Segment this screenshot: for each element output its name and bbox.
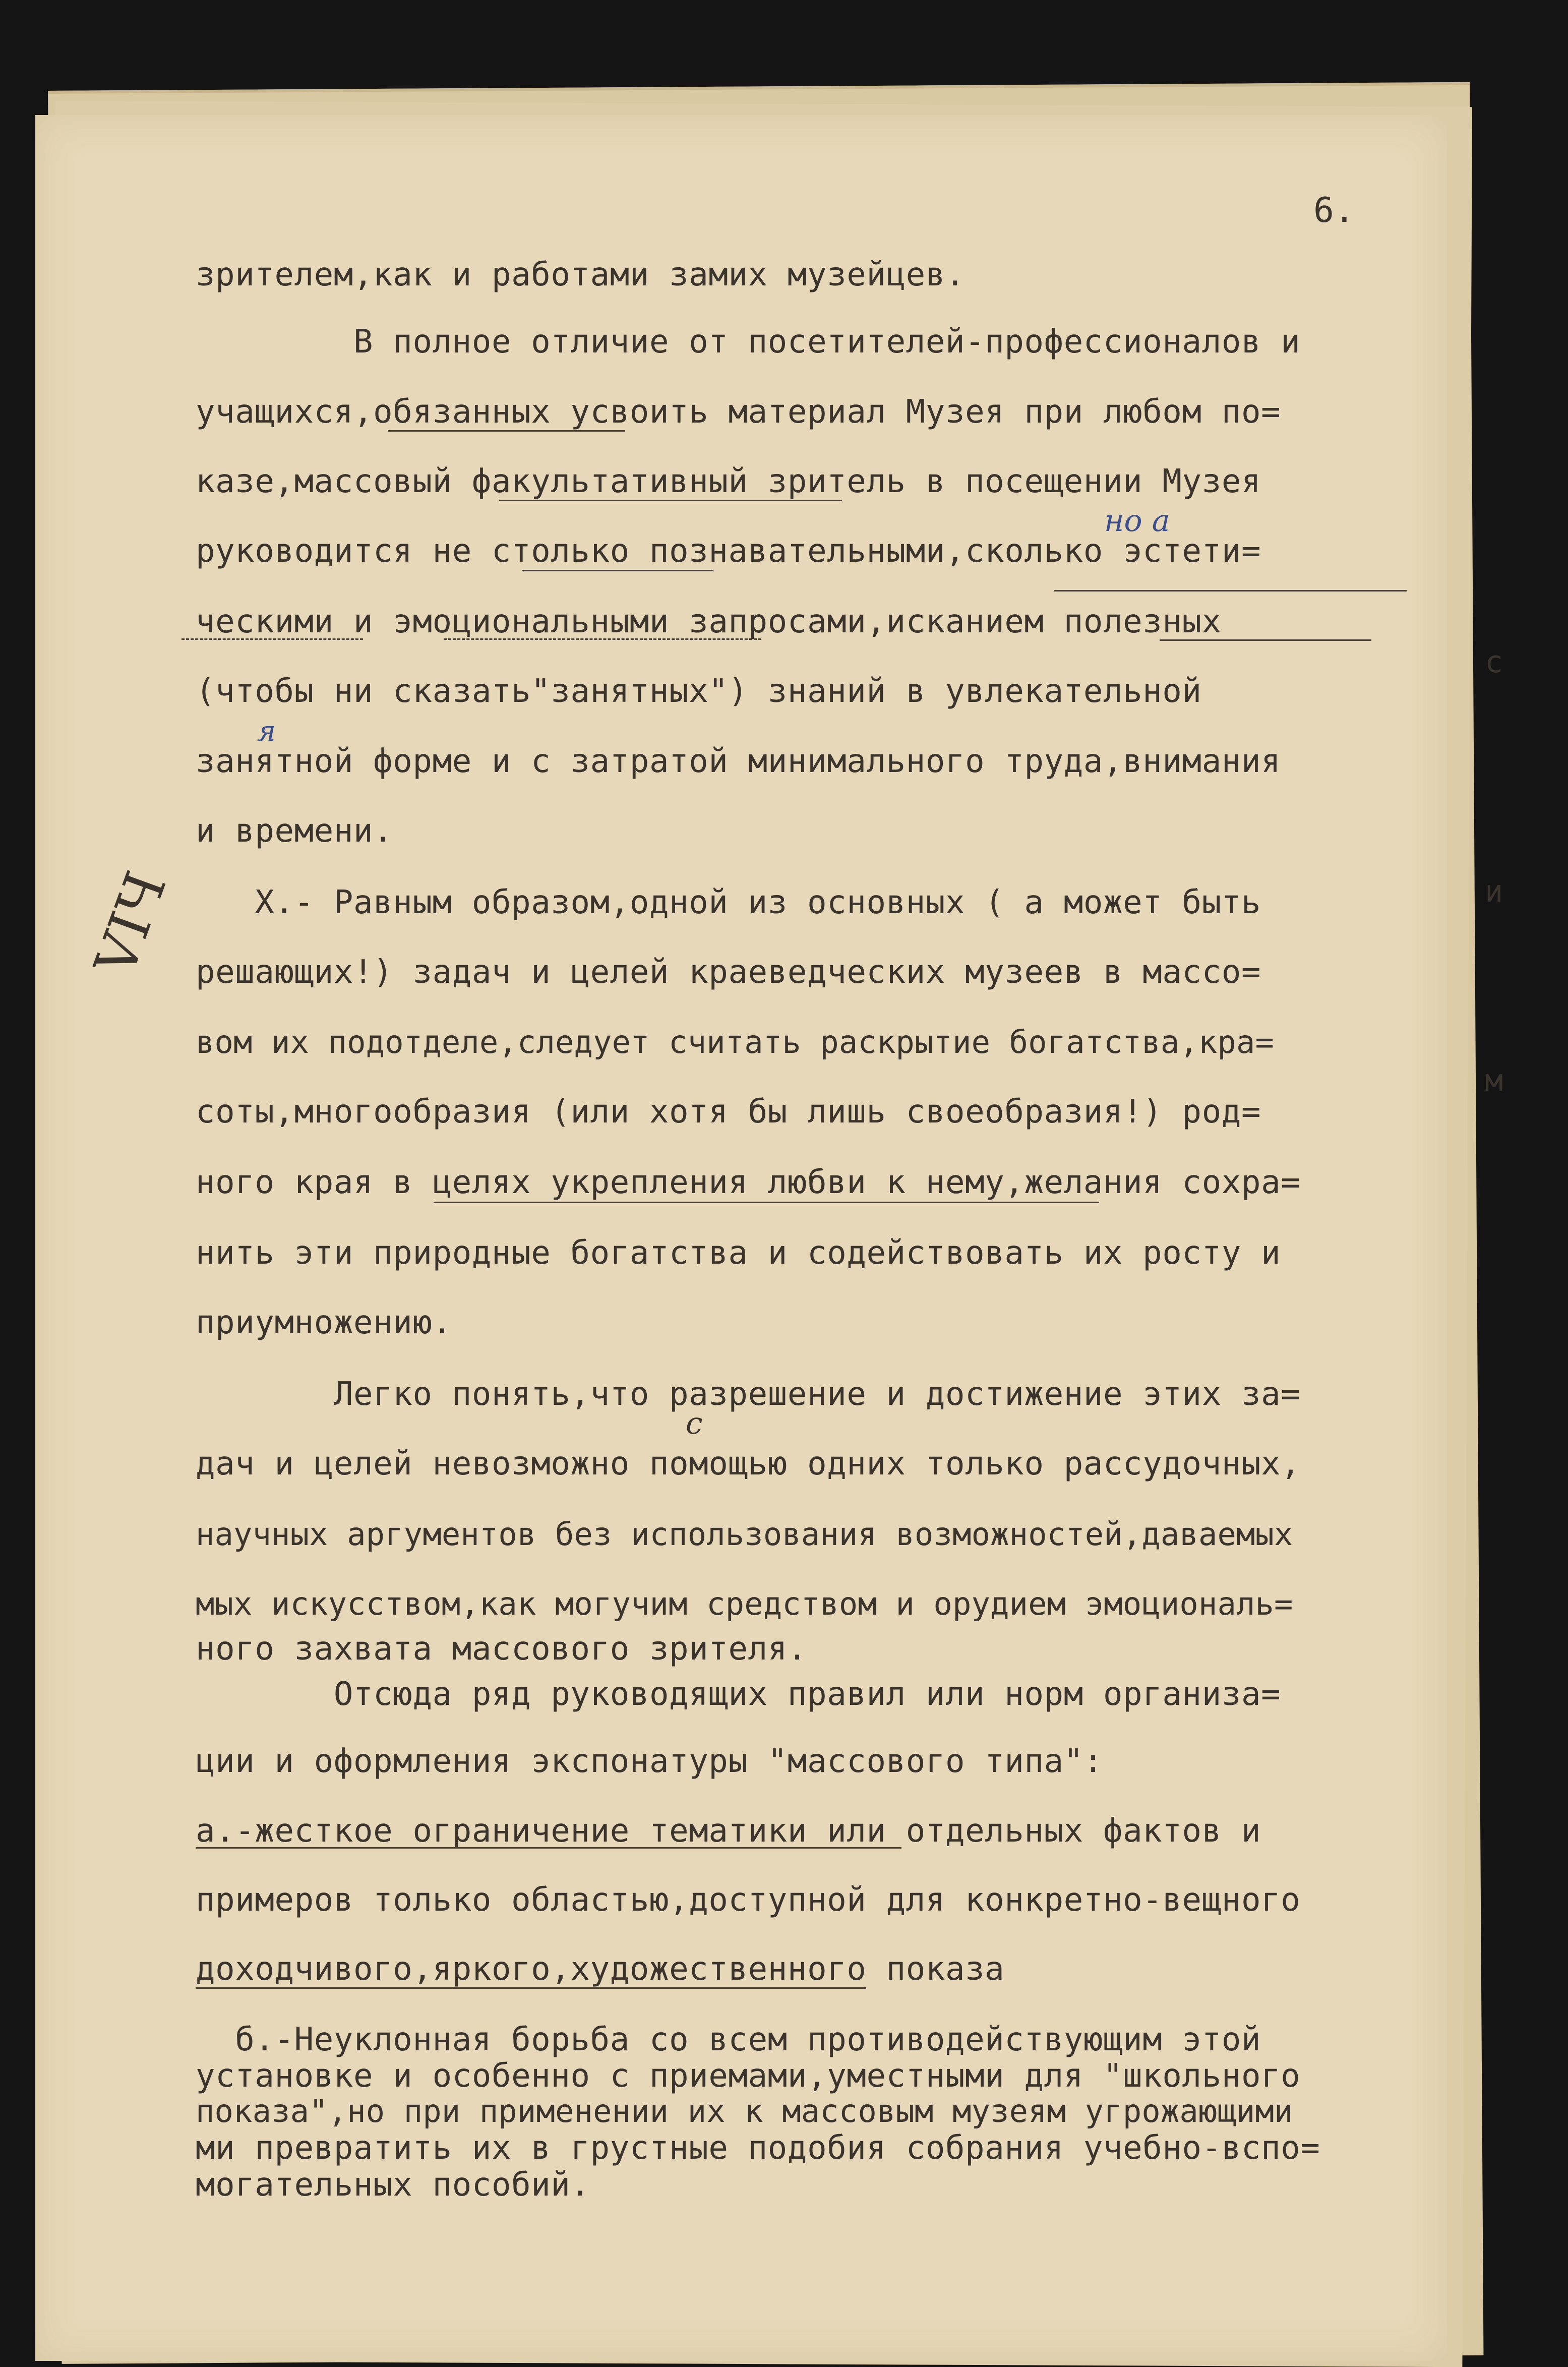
text-line-2: В полное отличие от посетителей-профессионалов и (196, 323, 1301, 361)
text-line-19: научных аргументов без использования возможностей,даваемых (196, 1516, 1293, 1553)
margin-mark: VIЧ (82, 863, 179, 984)
edge-letter-2: и (1485, 874, 1503, 909)
text-line-7: (чтобы ни сказать"занятных") знаний в увлекательной (196, 673, 1202, 710)
text-line-10: Х.- Равным образом,одной из основных ( а может быть (196, 884, 1261, 921)
underline-zhestkoe (196, 1847, 901, 1849)
text-line-16: приумножению. (196, 1304, 452, 1341)
text-line-31: могательных пособий. (196, 2166, 590, 2204)
text-line-20: мых искусством,как могучим средством и орудием эмоциональ= (196, 1585, 1293, 1622)
edge-letter-1: с (1485, 644, 1503, 680)
text-line-18: дач и целей невозможно помощью одних только рассудочных, (196, 1445, 1301, 1483)
annotation-ya: я (257, 715, 276, 748)
text-line-11: решающих!) задач и целей краеведческих музеев в массо= (196, 954, 1261, 991)
text-line-1: зрителем,как и работами замих музейцев. (196, 256, 966, 293)
text-line-28: установке и особенно с приемами,уместными для "школьного (196, 2057, 1301, 2095)
text-line-8: занятной форме и с затратой минимального труда,внимания (196, 743, 1281, 780)
text-line-13: соты,многообразия (или хотя бы лишь своеобразия!) род= (196, 1093, 1261, 1131)
text-line-29: показа",но при применении их к массовым музеям угрожающими (196, 2093, 1293, 2129)
text-line-27: б.-Неуклонная борьба со всем противодействующим этой (196, 2021, 1261, 2058)
text-line-21: ного захвата массового зрителя. (196, 1630, 808, 1668)
text-line-15: нить эти природные богатства и содействовать их росту и (196, 1234, 1281, 1272)
underline-cheskimi (182, 638, 363, 640)
text-line-22: Отсюда ряд руководящих правил или норм организа= (196, 1676, 1281, 1713)
underline-esteti (1054, 590, 1407, 591)
text-line-3: учащихся,обязанных усвоить материал Музея при любом по= (196, 393, 1281, 431)
text-line-4: казе,массовый факультативный зритель в посещении Музея (196, 463, 1261, 500)
text-line-12: вом их подотделе,следует считать раскрытие богатства,кра= (196, 1024, 1275, 1060)
text-line-17: Легко понять,что разрешение и достижение этих за= (196, 1376, 1301, 1413)
page-number: 6. (1313, 191, 1355, 230)
underline-obyazannyh (388, 430, 625, 432)
text-line-6: ческими и эмоциональными запросами,исканием полезных (196, 603, 1222, 640)
edge-letter-3: м (1485, 1063, 1503, 1098)
underline-stolko (522, 570, 713, 571)
annotation-no-a: но а (1104, 503, 1170, 539)
text-line-24: а.-жесткое ограничение тематики или отдельных фактов и (196, 1812, 1261, 1850)
text-line-25: примеров только областью,доступной для конкретно-вещного (196, 1881, 1301, 1919)
typewritten-page (35, 115, 1503, 2361)
text-line-23: ции и оформления экспонатуры "массового типа": (196, 1743, 1104, 1780)
underline-emocionalnymi (444, 638, 761, 640)
underline-dohodchivogo (196, 1987, 866, 1989)
text-line-30: ми превратить их в грустные подобия собрания учебно-вспо= (196, 2129, 1320, 2167)
text-line-9: и времени. (196, 812, 393, 850)
text-line-14: ного края в целях укрепления любви к нему,желания сохра= (196, 1164, 1301, 1201)
underline-poleznyh (1160, 639, 1371, 641)
text-line-26: доходчивого,яркого,художественного показа (196, 1950, 1005, 1988)
text-line-5: руководится не столько познавательными,сколько эстети= (196, 532, 1261, 570)
underline-v-celyah (434, 1202, 1099, 1203)
annotation-s: с (686, 1406, 703, 1441)
underline-fakultativnyi (499, 500, 842, 501)
